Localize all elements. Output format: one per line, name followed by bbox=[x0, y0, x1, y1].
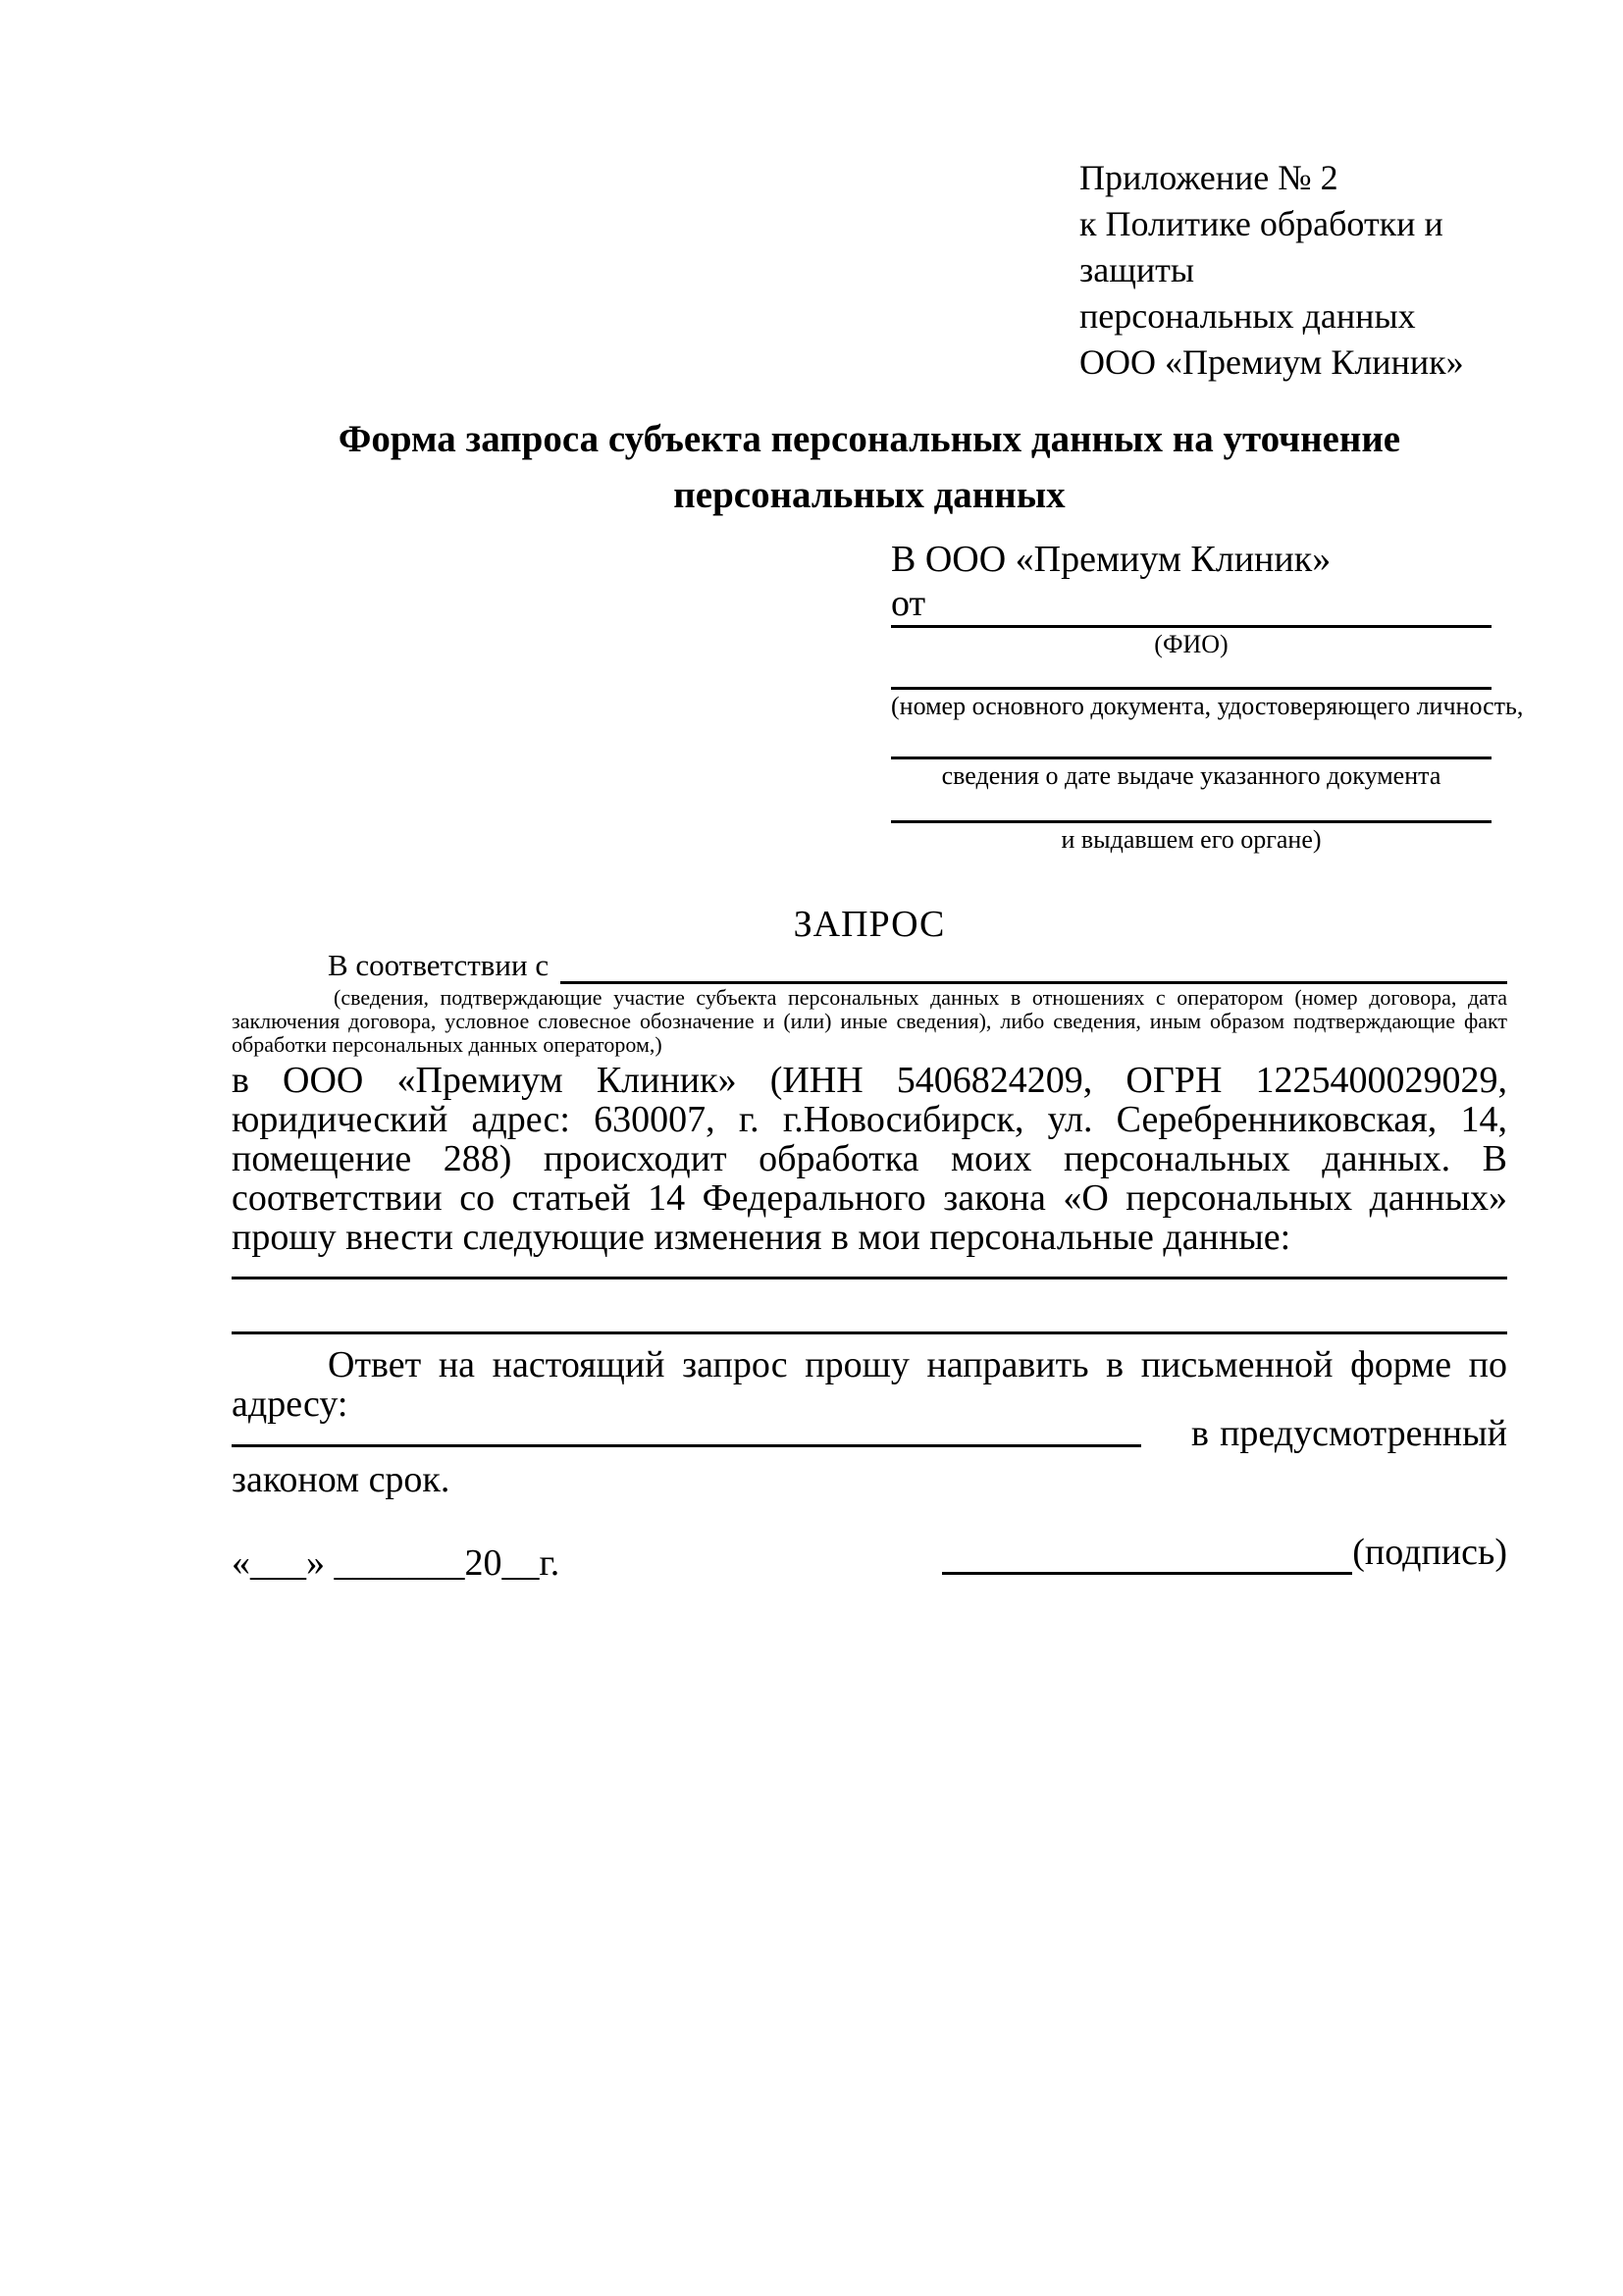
date-blank: «___» _______20__г. bbox=[232, 1542, 560, 1584]
reply-address-blank-row bbox=[232, 1413, 1507, 1454]
signature-group bbox=[942, 1530, 1507, 1575]
reply-address-line: Ответ на настоящий запрос прошу направить в письменной форме по адресу: bbox=[232, 1344, 1507, 1425]
issuer-blank-line bbox=[891, 793, 1492, 823]
fio-caption: (ФИО) bbox=[1154, 630, 1229, 658]
annex-block bbox=[1079, 155, 1507, 386]
issuer-caption: и выдавшем его органе) bbox=[1061, 825, 1322, 854]
reply-address-blank-line bbox=[232, 1444, 1141, 1447]
accordance-line bbox=[232, 947, 1507, 984]
request-heading: ЗАПРОС bbox=[793, 904, 946, 945]
accordance-blank-line bbox=[560, 948, 1507, 984]
document-number-blank-line bbox=[891, 661, 1492, 690]
signature-blank-line bbox=[942, 1533, 1352, 1575]
annex-line-4: ООО «Премиум Клиник» bbox=[1079, 342, 1464, 382]
addressee-org: В ООО «Премиум Клиник» bbox=[891, 539, 1332, 580]
changes-blank-line-1 bbox=[232, 1257, 1507, 1279]
accordance-prefix: В соответствии с bbox=[328, 948, 550, 982]
issue-date-blank-line bbox=[891, 723, 1492, 759]
addressee-block bbox=[891, 537, 1524, 857]
reply-word-predusmotrennyi: предусмотренный bbox=[1220, 1413, 1507, 1454]
changes-blank-line-2 bbox=[232, 1279, 1507, 1334]
annex-line-2: к Политике обработки и защиты bbox=[1079, 204, 1443, 289]
annex-line-3: персональных данных bbox=[1079, 296, 1416, 336]
explanatory-note: (сведения, подтверждающие участие субъекта персональных данных в отношениях с оператором (номер договора, дата заключения договора, условное словесное обозначение и (или) иные сведения), либо сведения, иным образом подтверждающие факт обработки персональных данных оператором,) bbox=[232, 985, 1507, 1057]
request-body-paragraph: в ООО «Премиум Клиник» (ИНН 5406824209, ОГРН 1225400029029, юридический адрес: 630007, г. г.Новосибирск, ул. Серебренниковская, 14, помещение 288) происходит обработка моих персональных данных. В соответствии со статьей 14 Федерального закона «О персональных данных» прошу внести следующие изменения в мои персональные данные: bbox=[232, 1060, 1507, 1258]
annex-line-1: Приложение № 2 bbox=[1079, 158, 1338, 197]
addressee-from-label: от bbox=[891, 583, 926, 624]
reply-closing-line: законом срок. bbox=[232, 1459, 450, 1500]
reply-word-v: в bbox=[1191, 1413, 1209, 1454]
signature-caption: (подпись) bbox=[1352, 1532, 1507, 1573]
date-signature-row bbox=[232, 1530, 1507, 1586]
page-title: Форма запроса субъекта персональных данных на уточнение персональных данных bbox=[338, 418, 1401, 516]
issue-date-caption: сведения о дате выдаче указанного документа bbox=[941, 761, 1441, 790]
document-number-caption: (номер основного документа, удостоверяющего личность, bbox=[891, 692, 1524, 720]
